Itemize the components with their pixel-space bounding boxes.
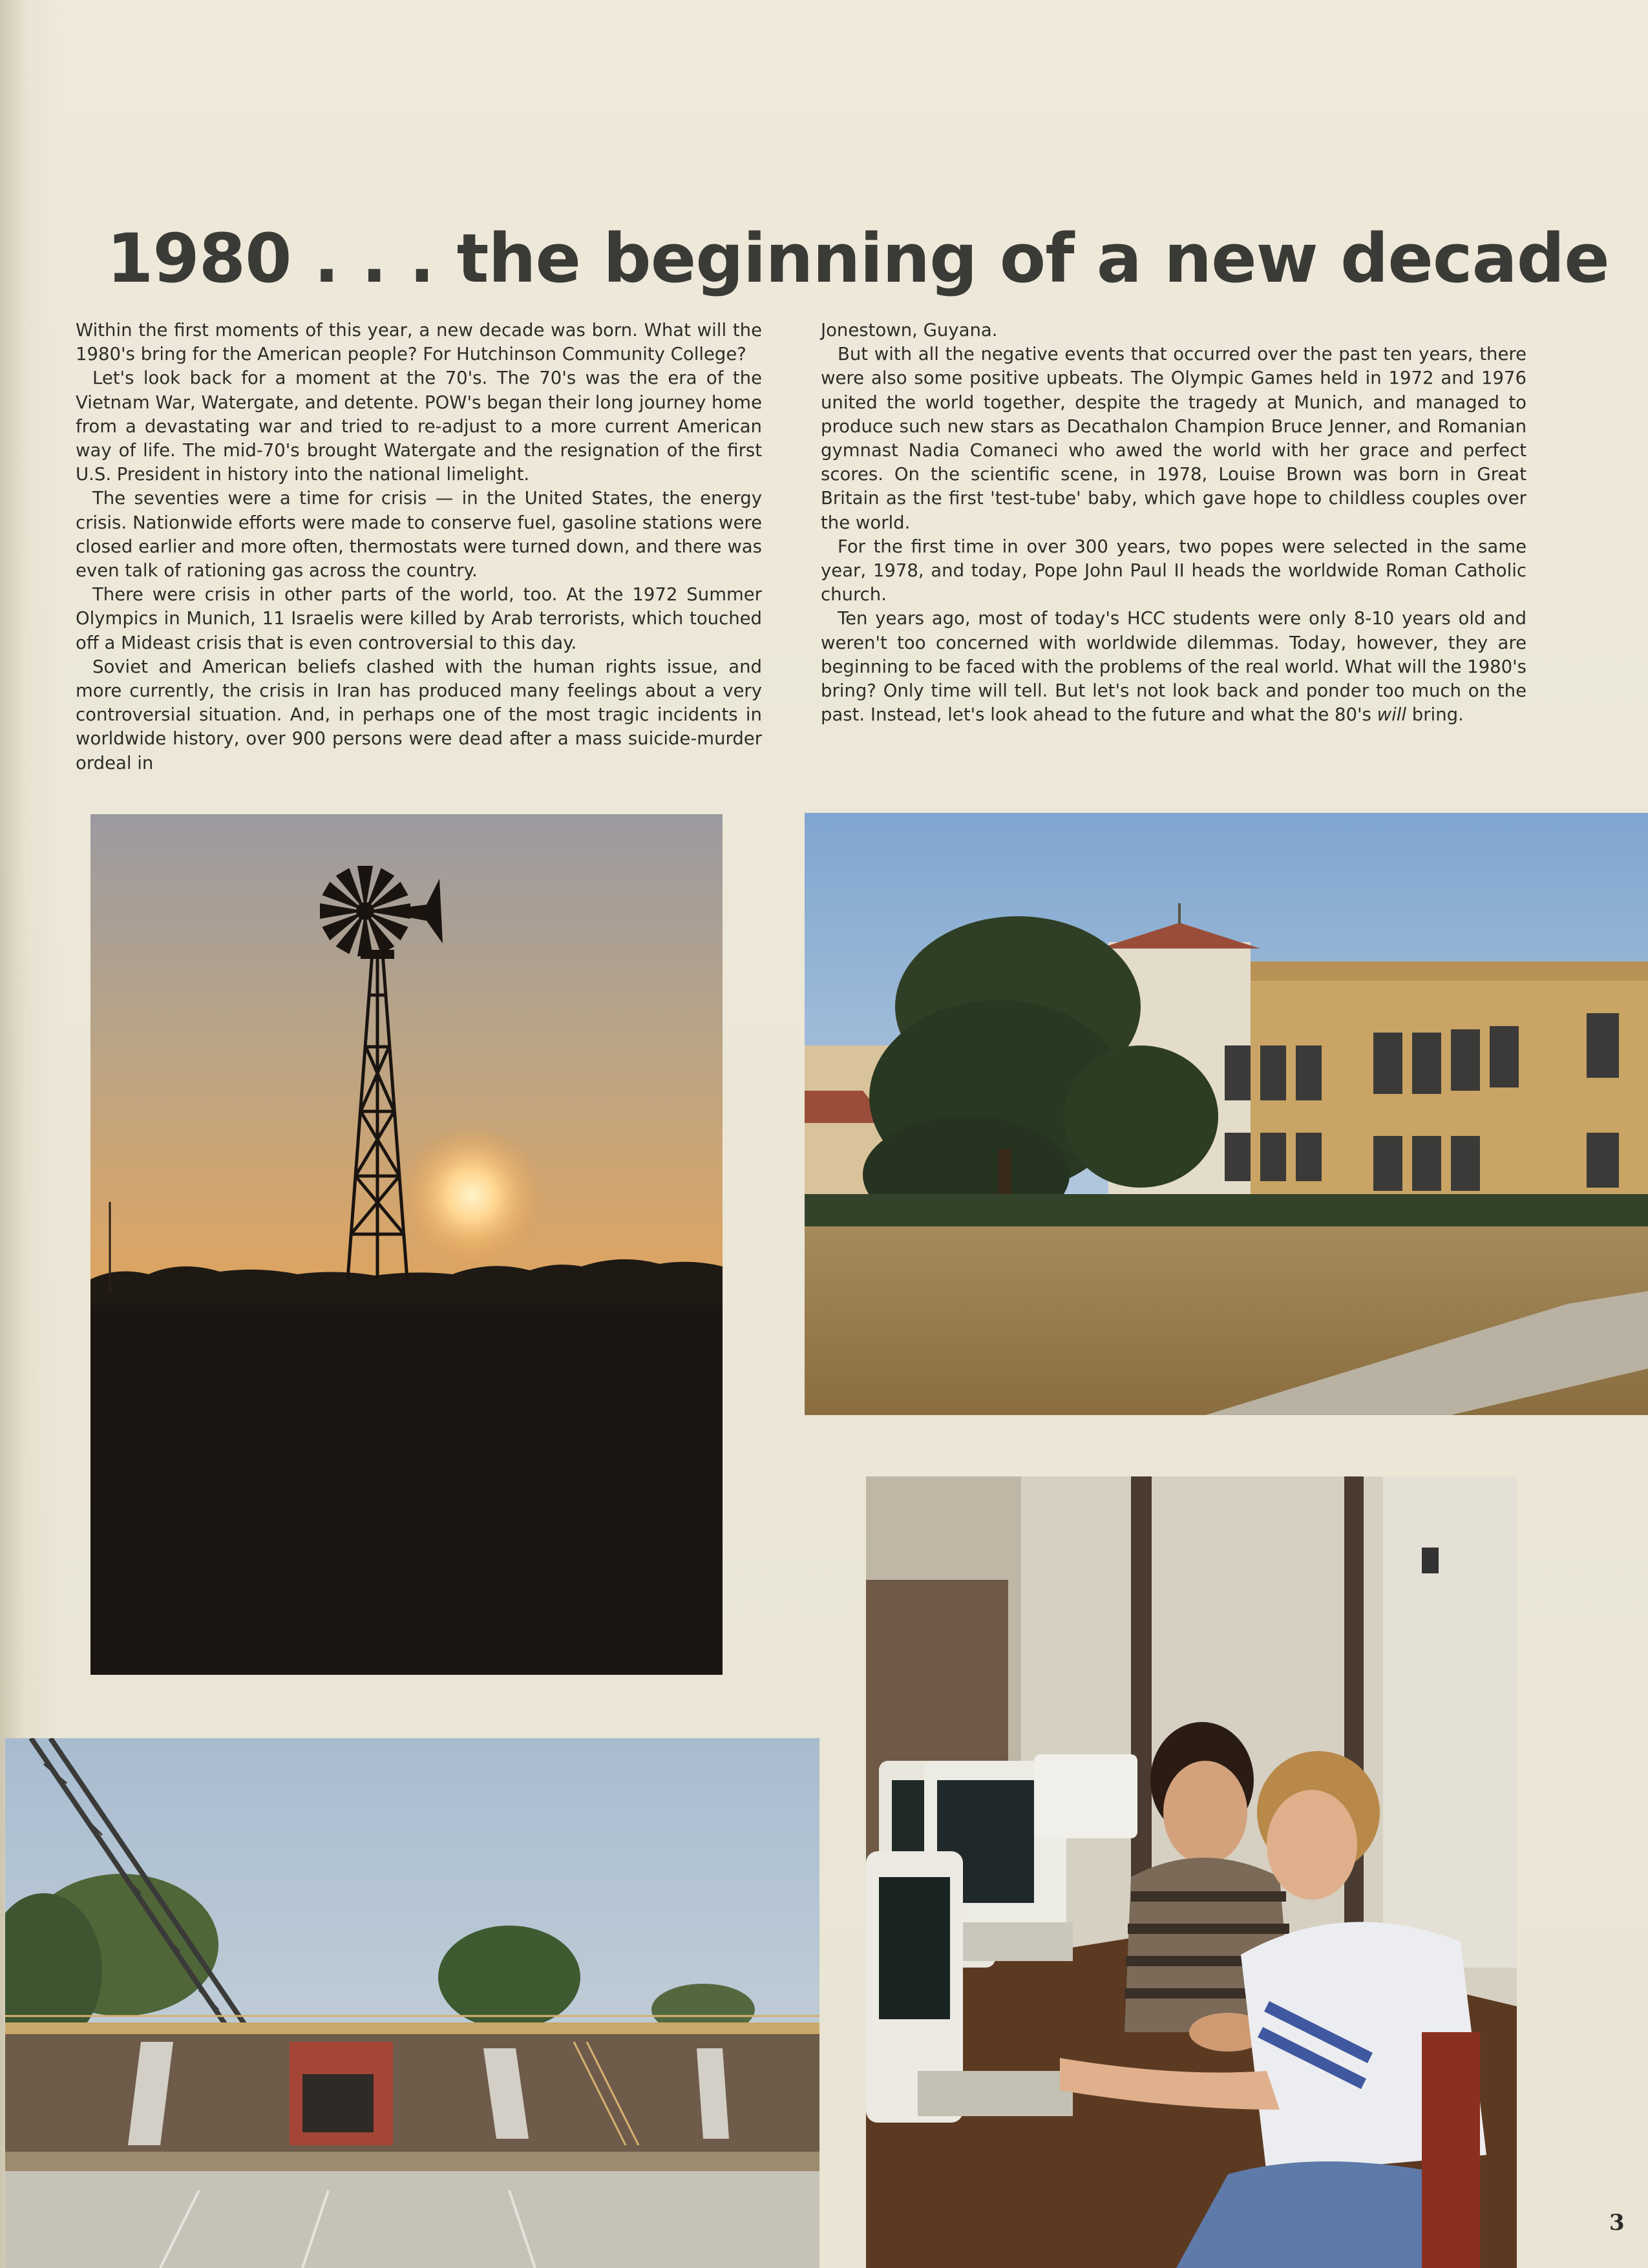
campus-building-photo bbox=[805, 813, 1648, 1415]
article-continuation: Jonestown, Guyana. bbox=[821, 320, 998, 341]
students-illustration bbox=[866, 1476, 1517, 2268]
article-paragraph: The seventies were a time for crisis — in the United States, the energy crisis. Nationwide efforts were made to conserve fuel, gasoline stations were closed earlier and more often, thermostats were turned down, and there was even talk of rationing gas across the country. bbox=[76, 488, 762, 582]
article-paragraph: Soviet and American beliefs clashed with the human rights issue, and more currently, the crisis in Iran has produced many feelings about a very controversial situation. And, in perhaps one of the most tragic incidents in worldwide history, over 900 persons were dead after a mass suicide-murder ordeal in bbox=[76, 656, 762, 773]
article-paragraph: Let's look back for a moment at the 70's. The 70's was the era of the Vietnam War, Watergate, and detente. POW's began their long journey home from a devastating war and tried to re-adjust to a more current American way of life. The mid-70's brought Watergate and the resignation of the first U.S. President in history into the national limelight. bbox=[76, 368, 762, 485]
construction-site-photo bbox=[5, 1738, 819, 2268]
article-paragraph-final bbox=[821, 607, 1527, 727]
article-paragraph: For the first time in over 300 years, two popes were selected in the same year, 1978, and today, Pope John Paul II heads the worldwide Roman Catholic church. bbox=[821, 536, 1527, 605]
windmill-sunset-photo bbox=[90, 814, 723, 1675]
article-left-column bbox=[76, 319, 762, 775]
students-computer-photo bbox=[866, 1476, 1517, 2268]
final-paragraph-text: Ten years ago, most of today's HCC students were only 8-10 years old and weren't too concerned with worldwide dilemmas. Today, however, they are beginning to be faced with the problems of the real world. What will the 1980's bring? Only time will tell. But let's not look back and ponder too much on the past. Instead, let's look ahead to the future and what the 80's bbox=[821, 608, 1527, 726]
article-paragraph: But with all the negative events that occurred over the past ten years, there were also some positive upbeats. The Olympic Games held in 1972 and 1976 united the world together, despite the tragedy at Munich, and managed to produce such new stars as Decathalon Champion Bruce Jenner, and Romanian gymnast Nadia Comaneci who awed the world with her grace and perfect scores. On the scientific scene, in 1978, Louise Brown was born in Great Britain as the first 'test-tube' baby, which gave hope to childless couples over the world. bbox=[821, 344, 1527, 533]
final-paragraph-end: bring. bbox=[1406, 704, 1464, 726]
construction-illustration bbox=[5, 1738, 819, 2268]
windmill-illustration bbox=[90, 814, 723, 1675]
article-right-column bbox=[821, 319, 1527, 727]
campus-illustration bbox=[805, 813, 1648, 1415]
article-paragraph: Within the first moments of this year, a new decade was born. What will the 1980's bring for the American people? For Hutchinson Community College? bbox=[76, 320, 762, 365]
page-number: 3 bbox=[1609, 2210, 1625, 2236]
article-paragraph: There were crisis in other parts of the world, too. At the 1972 Summer Olympics in Munich, 11 Israelis were killed by Arab terrorists, which touched off a Mideast crisis that is even controversial to this day. bbox=[76, 584, 762, 653]
emphasis-word: will bbox=[1377, 704, 1407, 726]
page-headline: 1980 . . . the beginning of a new decade bbox=[107, 219, 1609, 298]
